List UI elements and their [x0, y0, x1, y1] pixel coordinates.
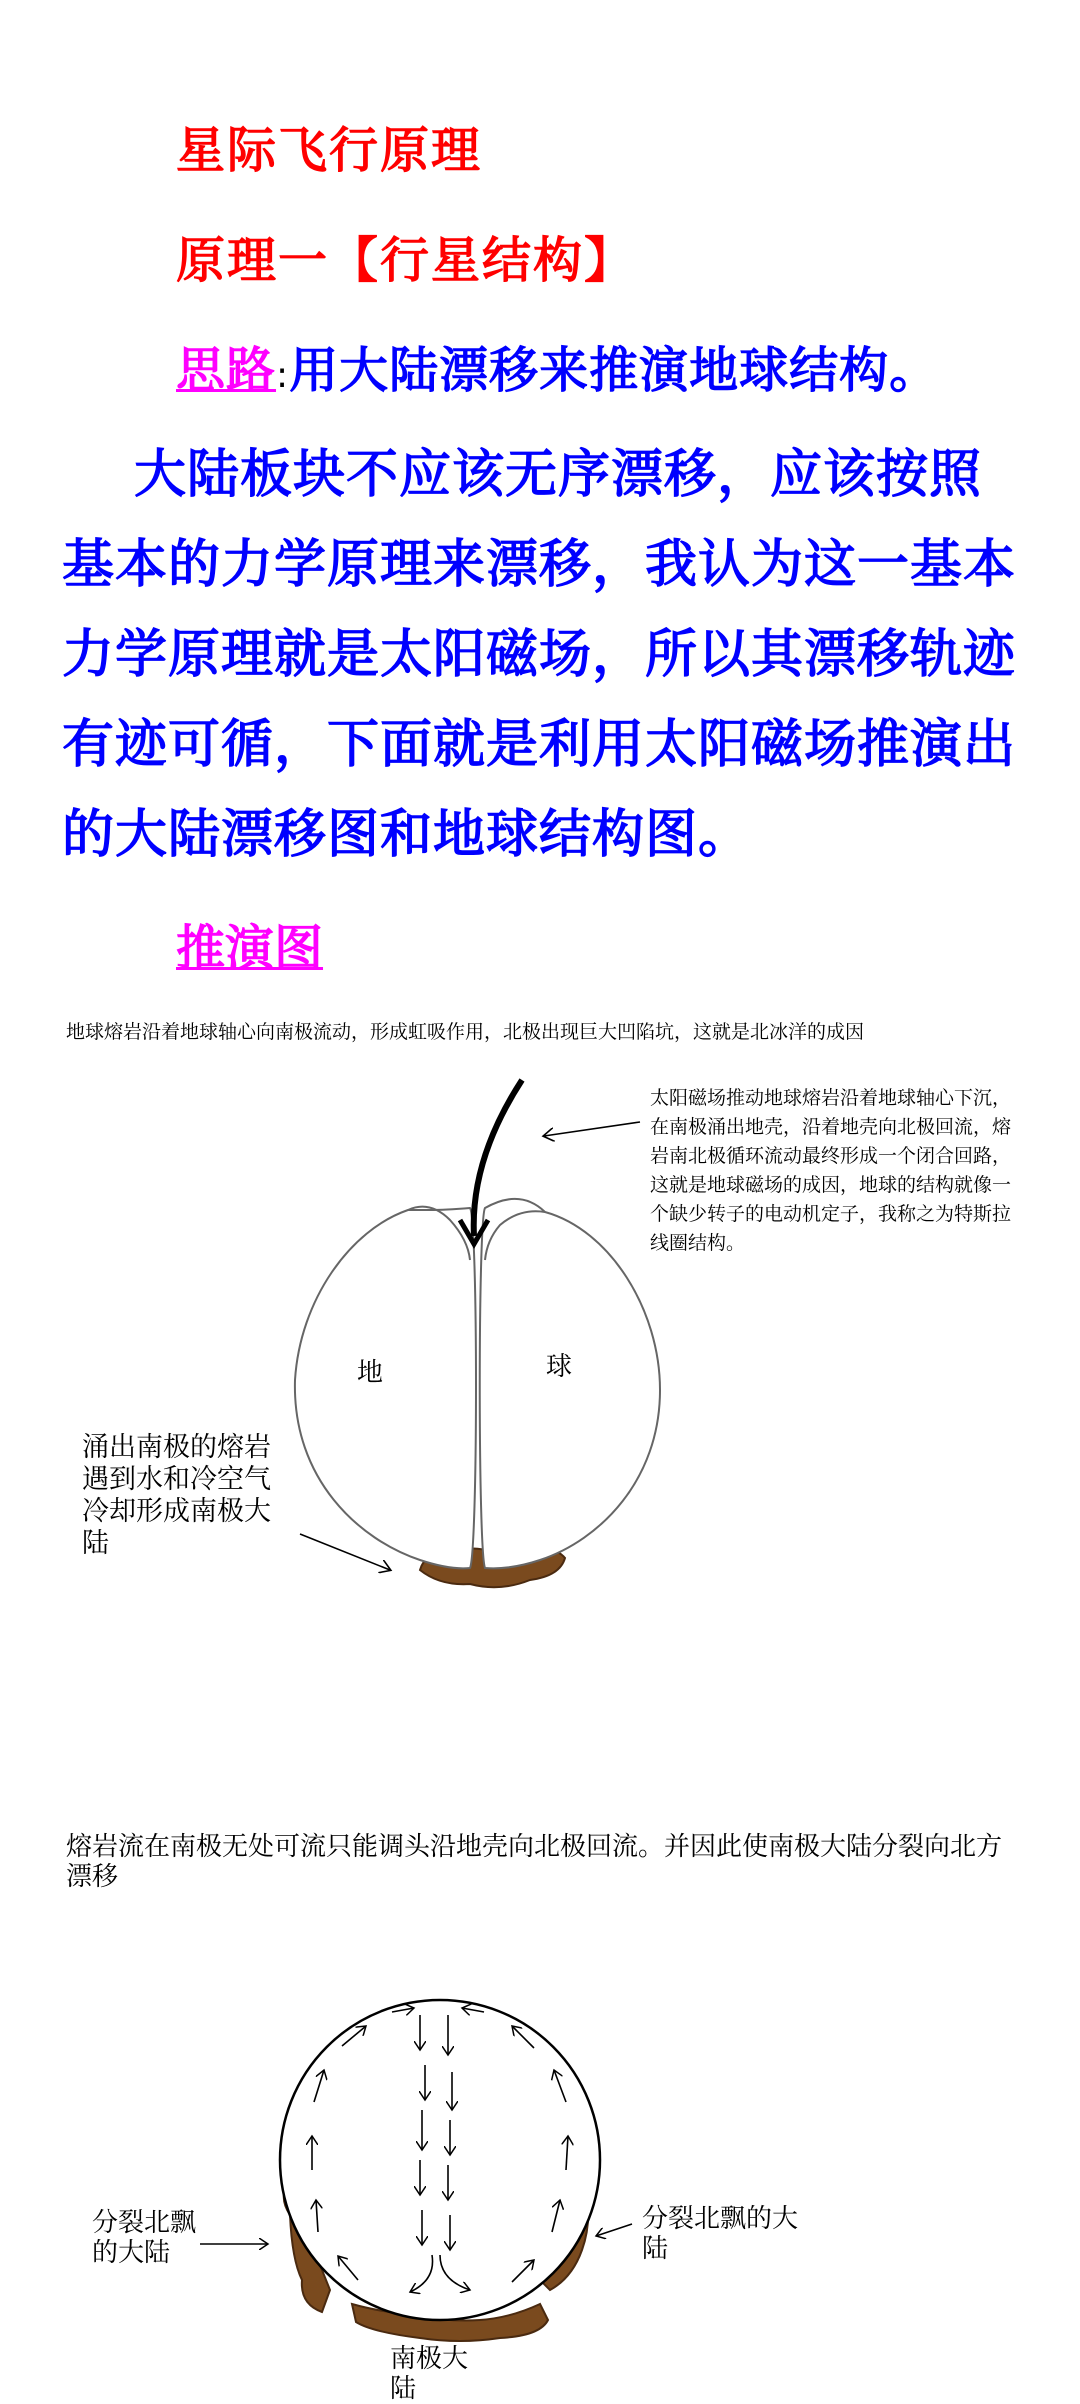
figure2-diagram: [0, 1960, 1080, 2400]
diagram-heading: 推演图: [176, 920, 324, 977]
earth-left-half: [295, 1208, 476, 1568]
figure1-right-note: 太阳磁场推动地球熔岩沿着地球轴心下沉，在南极涌出地壳，沿着地壳向北极回流，熔岩南北极循环流动最终形成一个闭合回路，这就是地球磁场的成因，地球的结构就像一个缺少转子的电动机定子，我称之为特斯拉线圈结构。: [650, 1087, 1012, 1254]
right-fragment-pointer: [596, 2224, 632, 2236]
idea-colon: :: [276, 355, 290, 396]
figure2-left-note: 分裂北飘的大陆: [92, 2208, 197, 2268]
figure1-left-note: 涌出南极的熔岩遇到水和冷空气冷却形成南极大陆: [82, 1432, 271, 1559]
idea-text: 用大陆漂移来推演地球结构。: [289, 342, 940, 399]
figure1-caption: 地球熔岩沿着地球轴心向南极流动，形成虹吸作用，北极出现巨大凹陷坑，这就是北冰洋的成因: [66, 1021, 865, 1043]
page-title: 星际飞行原理: [176, 122, 483, 179]
main-paragraph: 大陆板块不应该无序漂移，应该按照基本的力学原理来漂移，我认为这一基本力学原理就是太阳磁场，所以其漂移轨迹有迹可循，下面就是利用太阳磁场推演出的大陆漂移图和地球结构图。: [62, 445, 1017, 865]
idea-label: 思路: [176, 342, 277, 399]
earth-label-left: 地: [357, 1358, 384, 1388]
figure2-caption: 熔岩流在南极无处可流只能调头沿地壳向北极回流。并因此使南极大陆分裂向北方漂移: [66, 1832, 1003, 1892]
earth-right-half: [480, 1199, 660, 1568]
figure2-right-note: 分裂北飘的大陆: [642, 2204, 799, 2264]
right-note-pointer: [544, 1122, 640, 1136]
section-title: 原理一【行星结构】: [176, 232, 636, 289]
idea-line: [176, 332, 939, 402]
figure1-diagram: [0, 1060, 1080, 1620]
earth-globe: [280, 2000, 600, 2320]
figure2-bottom-note: 南极大陆: [390, 2344, 469, 2404]
earth-label-right: 球: [546, 1352, 573, 1382]
